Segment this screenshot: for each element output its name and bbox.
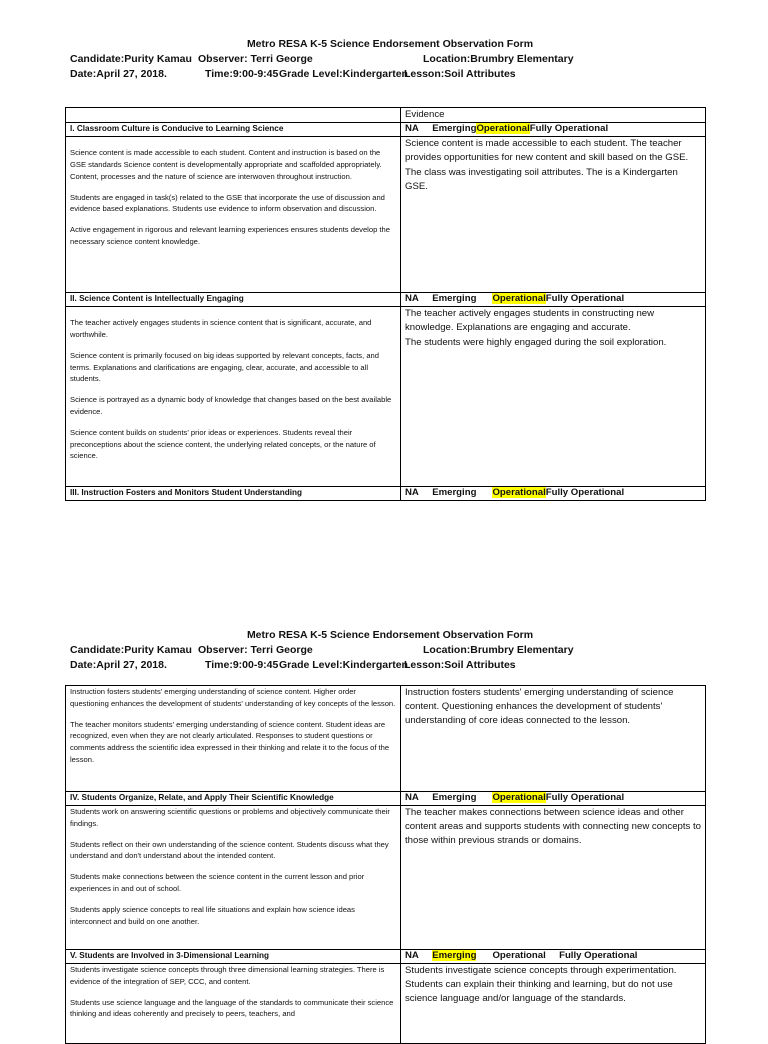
rating-na: NA	[405, 293, 419, 305]
observer-label: Observer: Terri George	[198, 53, 313, 65]
rating-operational-selected: Operational	[476, 123, 530, 135]
rating-emerging: Emerging	[432, 293, 477, 305]
criterion: Science content is made accessible to each student. Content and instruction is based on the GSE standards Science content is developmentally appropriate and scaffolded appropriately. Content, processes and the nature of science are interwoven throughout instruction.	[70, 148, 382, 181]
observer-label: Observer: Terri George	[198, 644, 313, 656]
section1-heading-row	[66, 123, 706, 137]
section2-criteria	[66, 307, 401, 487]
rating-fully-operational: Fully Operational	[545, 487, 625, 499]
time-label: Time:9:00-9:45	[205, 68, 279, 80]
criterion: Students use science language and the language of the standards to communicate their science thinking and ideas coherently and precisely to peers, teachers, and	[70, 997, 394, 1019]
criterion: Students are engaged in task(s) related to the GSE that incorporate the use of discussion and evidence based explanations. Students use evidence to inform observation and discussion.	[70, 192, 385, 214]
rating-operational-selected: Operational	[492, 293, 546, 305]
section5-body-row	[66, 964, 706, 1044]
section4-heading-row	[66, 792, 706, 806]
criterion: The teacher monitors students' emerging understanding of science content. Student ideas are recognized, even when they are not clearly articulated. Responses to student questions or comments address the scientific idea expressed in their thinking and relate it to the focus of the lesson.	[70, 719, 390, 764]
rating-operational-selected: Operational	[492, 487, 546, 499]
rating-fully-operational: Fully Operational	[559, 950, 638, 961]
section1-rating	[401, 123, 706, 137]
evidence-text: Students investigate science concepts through experimentation.	[405, 965, 677, 976]
grade-label: Grade Level:Kindergarten	[279, 659, 408, 671]
candidate-label: Candidate:Purity Kamau	[70, 53, 192, 65]
rating-emerging: Emerging	[432, 487, 477, 499]
lesson-label: Lesson:Soil Attributes	[404, 659, 516, 671]
criterion: Instruction fosters students' emerging understanding of science content. Higher order questioning enhances the development of students' understanding of key concepts of the lesson.	[70, 687, 396, 708]
section2-heading: II. Science Content is Intellectually Engaging	[66, 293, 401, 307]
header-row-1	[70, 643, 710, 658]
page1-observation-table	[65, 107, 706, 501]
section4-body-row	[66, 806, 706, 950]
form-title: Metro RESA K-5 Science Endorsement Observation Form	[246, 38, 534, 50]
section5-criteria	[66, 964, 401, 1044]
evidence-header-row	[66, 108, 706, 123]
criterion: Students reflect on their own understanding of the science content. Students discuss what they understand and don't understand about the intended content.	[70, 839, 389, 861]
page2-header	[70, 628, 710, 673]
rating-emerging-selected: Emerging	[432, 950, 477, 961]
section4-heading: IV. Students Organize, Relate, and Apply Their Scientific Knowledge	[66, 792, 401, 806]
rating-na: NA	[405, 487, 419, 499]
rating-operational: Operational	[492, 950, 546, 961]
rating-na: NA	[405, 123, 419, 135]
section5-evidence	[401, 964, 706, 1044]
criterion: Students investigate science concepts through three dimensional learning strategies. There is evidence of the integration of SEP, CCC, and content.	[70, 965, 385, 986]
section2-rating	[401, 293, 706, 307]
criterion: Science content is primarily focused on big ideas supported by relevant concepts, facts, and terms. Explanations and clarifications are engaging, clear, accurate, and accessible to all students.	[70, 350, 379, 384]
section3-criteria	[66, 686, 401, 792]
section1-body-row	[66, 137, 706, 293]
header-row-2	[70, 658, 710, 673]
section3-heading: III. Instruction Fosters and Monitors Student Understanding	[66, 487, 401, 501]
evidence-text: The teacher makes connections between science ideas and other content areas and supports students with connecting new concepts to those within previous strands or domains.	[405, 807, 701, 847]
section4-rating	[401, 792, 706, 806]
header-row-2	[70, 67, 710, 82]
section5-rating	[401, 950, 706, 964]
evidence-text: The students were highly engaged during the soil exploration.	[405, 336, 667, 348]
criterion: Science is portrayed as a dynamic body of knowledge that changes based on the best available evidence.	[70, 395, 392, 416]
form-title: Metro RESA K-5 Science Endorsement Observation Form	[246, 629, 534, 641]
evidence-text: The teacher actively engages students in constructing new knowledge. Explanations are engaging and accurate.	[405, 308, 655, 334]
date-label: Date:April 27, 2018.	[70, 659, 167, 671]
evidence-text: The class was investigating soil attributes. The is a Kindergarten GSE.	[405, 166, 678, 192]
rating-na: NA	[405, 950, 419, 961]
criterion: Active engagement in rigorous and relevant learning experiences ensures students develop the necessary science content knowledge.	[70, 225, 390, 246]
page1-header	[70, 37, 710, 82]
evidence-text: Science content is made accessible to each student. The teacher provides opportunities for new content and skill based on the GSE.	[405, 138, 689, 164]
evidence-text: Instruction fosters students' emerging understanding of science content. Questioning enhances the development of students' understanding of core ideas connected to the lesson.	[405, 687, 674, 727]
section4-criteria	[66, 806, 401, 950]
date-label: Date:April 27, 2018.	[70, 68, 167, 80]
section3-rating	[401, 487, 706, 501]
page2-observation-table	[65, 685, 706, 1044]
criterion: Students make connections between the science content in the current lesson and prior experiences in and out of school.	[70, 872, 365, 893]
criterion: The teacher actively engages students in science content that is significant, accurate, and worthwhile.	[70, 318, 372, 339]
rating-fully-operational: Fully Operational	[545, 792, 625, 803]
evidence-text: Students can explain their thinking and learning, but do not use science language and/or language of the standards.	[405, 979, 673, 1005]
location-label: Location:Brumbry Elementary	[423, 644, 574, 656]
location-label: Location:Brumbry Elementary	[423, 53, 574, 65]
section5-heading: V. Students are Involved in 3-Dimensional Learning	[66, 950, 401, 964]
rating-operational-selected: Operational	[492, 792, 546, 803]
rating-na: NA	[405, 792, 419, 803]
criterion: Science content builds on students' prior ideas or experiences. Students reveal their preconceptions about the science content, the underlying related concepts, or the nature of science.	[70, 427, 376, 461]
rating-fully-operational: Fully Operational	[545, 293, 625, 305]
section5-heading-row	[66, 950, 706, 964]
lesson-label: Lesson:Soil Attributes	[404, 68, 516, 80]
section1-criteria	[66, 137, 401, 293]
section2-heading-row	[66, 293, 706, 307]
section2-evidence	[401, 307, 706, 487]
rating-fully-operational: Fully Operational	[529, 123, 609, 135]
section3-heading-row	[66, 487, 706, 501]
grade-label: Grade Level:Kindergarten	[279, 68, 408, 80]
rating-emerging: Emerging	[432, 792, 477, 803]
section2-body-row	[66, 307, 706, 487]
header-row-1	[70, 52, 710, 67]
section4-evidence	[401, 806, 706, 950]
section1-heading: I. Classroom Culture is Conducive to Learning Science	[66, 123, 401, 137]
section1-evidence	[401, 137, 706, 293]
section3-body-row	[66, 686, 706, 792]
criterion: Students work on answering scientific questions or problems and objectively communicate their findings.	[70, 807, 390, 828]
time-label: Time:9:00-9:45	[205, 659, 279, 671]
rating-emerging: Emerging	[432, 123, 477, 135]
evidence-label: Evidence	[401, 108, 706, 123]
section3-evidence	[401, 686, 706, 792]
criterion: Students apply science concepts to real life situations and explain how science ideas interconnect and build on one another.	[70, 904, 355, 926]
candidate-label: Candidate:Purity Kamau	[70, 644, 192, 656]
